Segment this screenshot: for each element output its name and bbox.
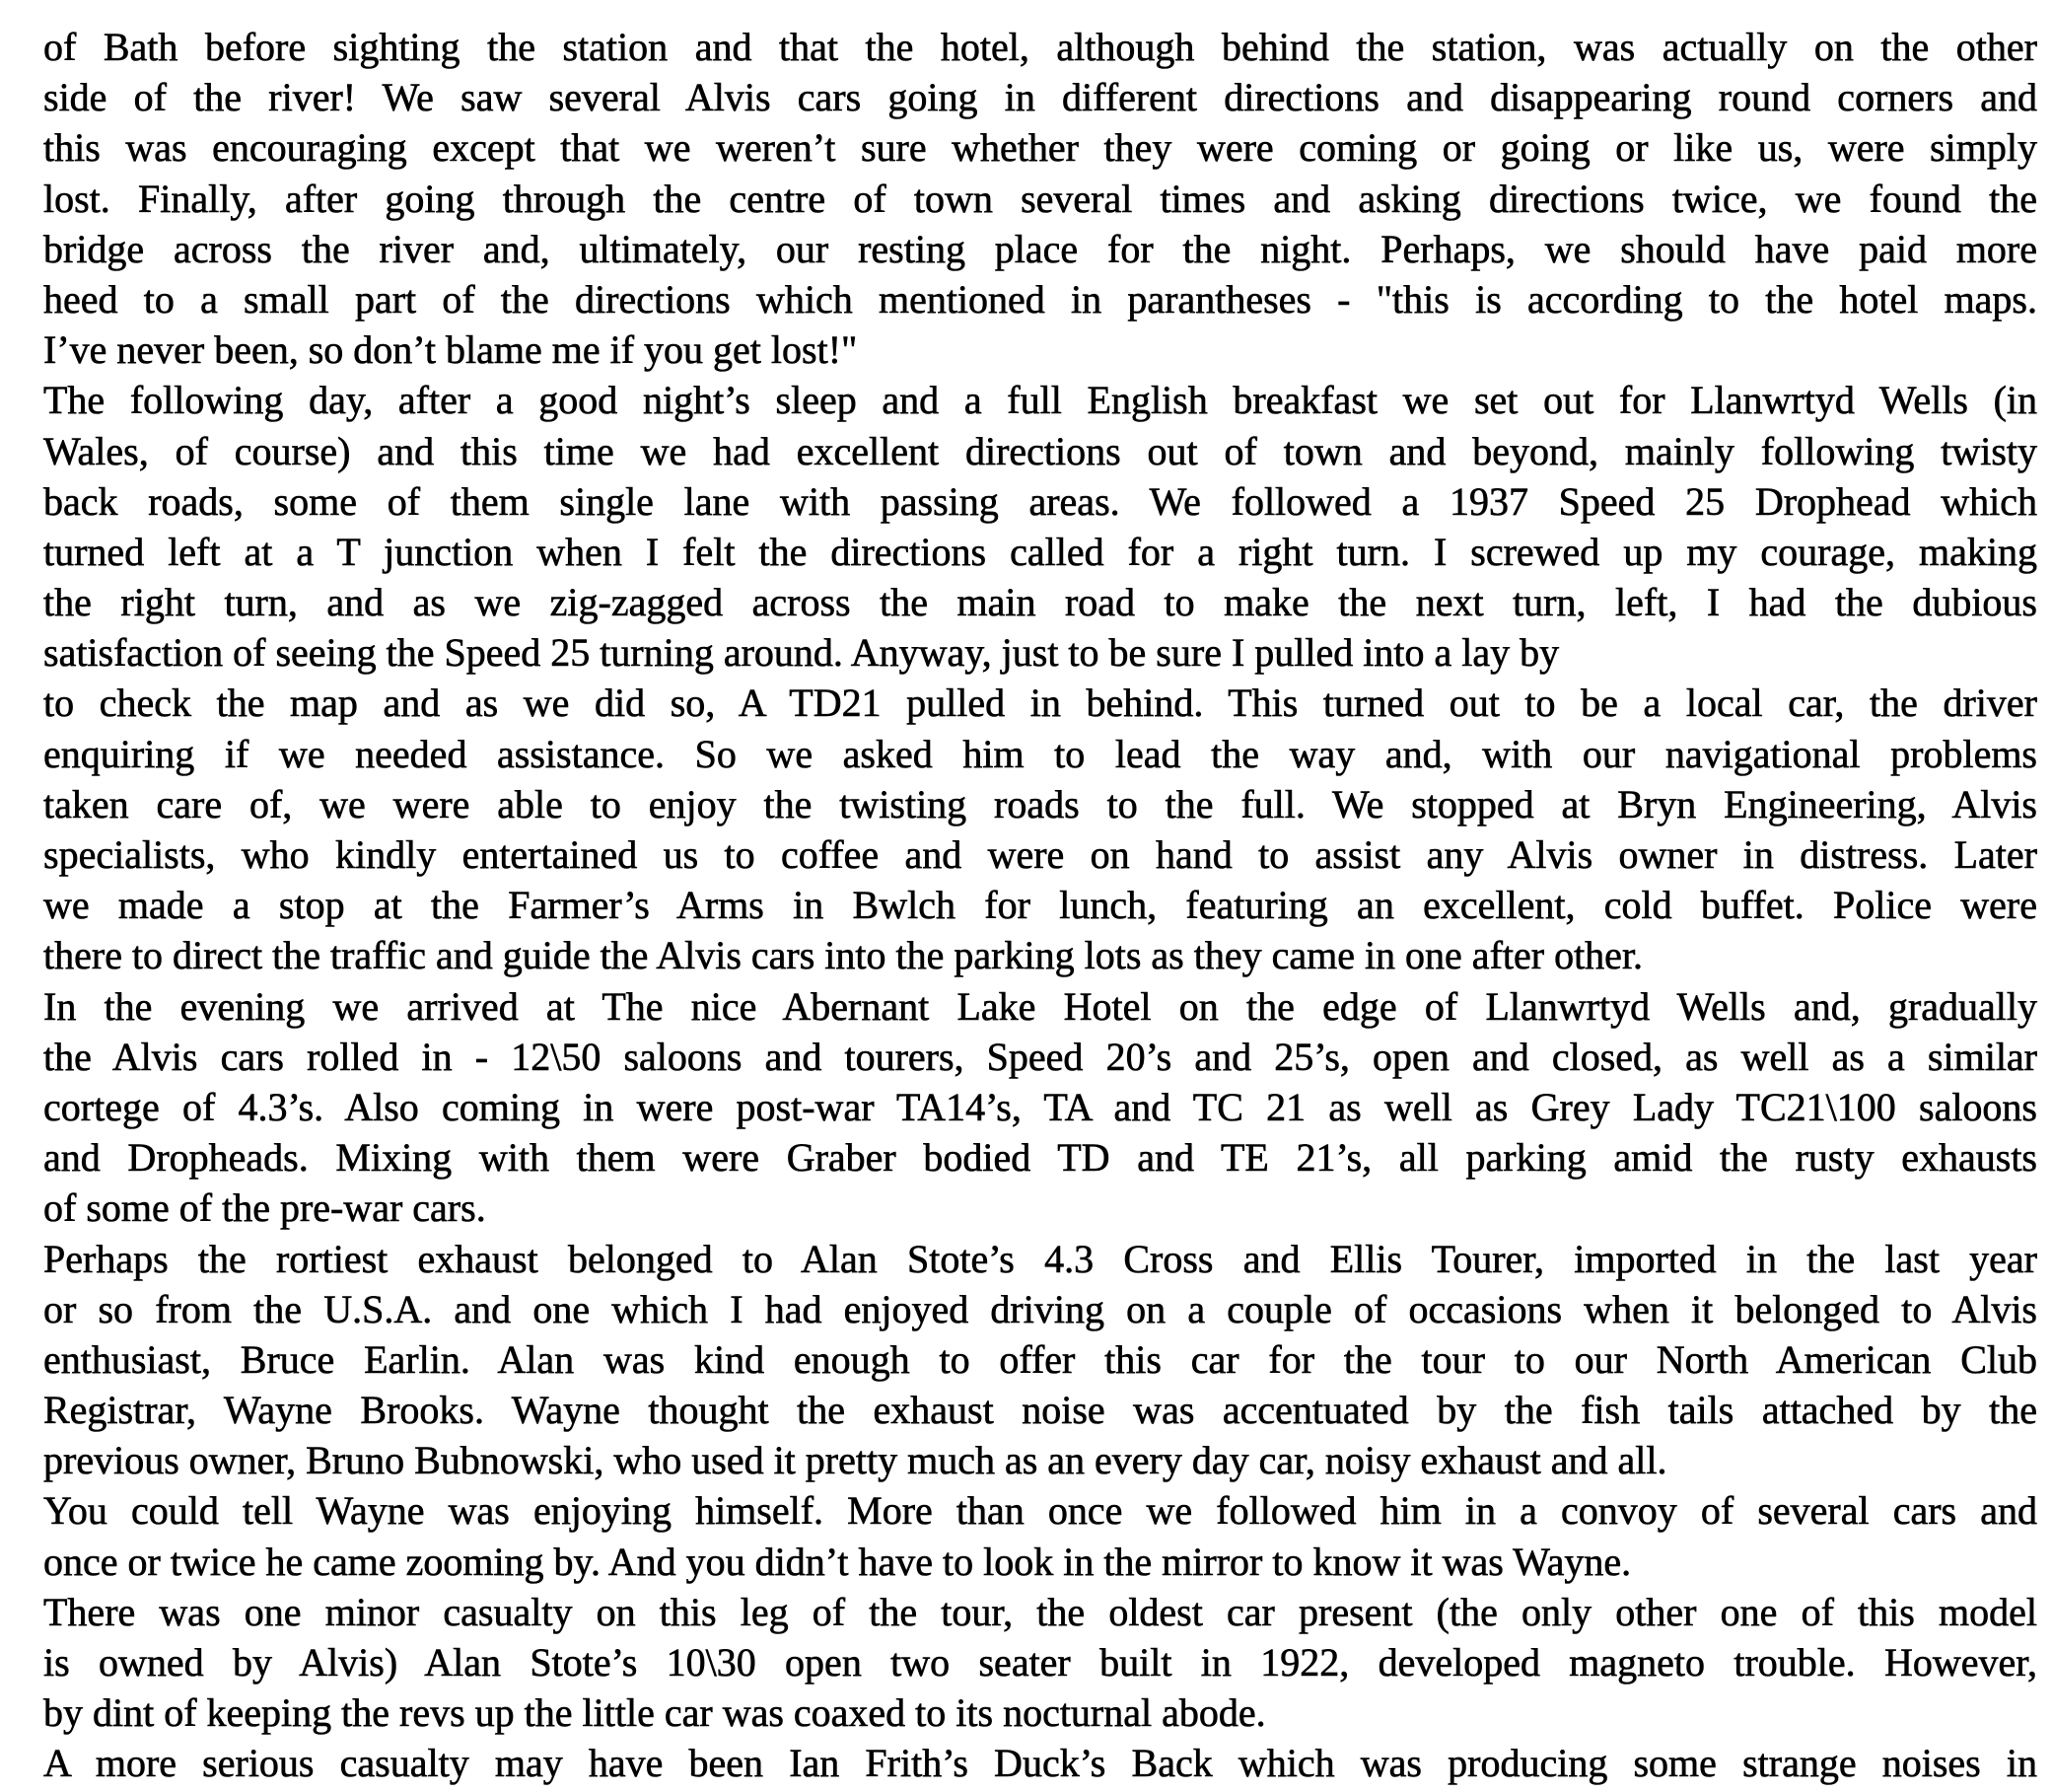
text-line: taken care of, we were able to enjoy the twisting roads to the full. We stopped at Bryn Engineering, Alvis — [43, 781, 2037, 826]
text-line: once or twice he came zooming by. And you didn’t have to look in the mirror to know it was Wayne. — [43, 1539, 1632, 1584]
text-line: You could tell Wayne was enjoying himself. More than once we followed him in a convoy of several cars and — [43, 1488, 2037, 1534]
text-line: satisfaction of seeing the Speed 25 turning around. Anyway, just to be sure I pulled into a lay by — [43, 630, 1560, 676]
text-line: by dint of keeping the revs up the little car was coaxed to its nocturnal abode. — [43, 1690, 1266, 1736]
text-line: of Bath before sighting the station and that the hotel, although behind the station, was actually on the other — [43, 25, 2037, 69]
text-line: or so from the U.S.A. and one which I had enjoyed driving on a couple of occasions when it belonged to Alvis — [43, 1286, 2037, 1331]
text-line: to check the map and as we did so, A TD21 pulled in behind. This turned out to be a local car, the driver — [43, 681, 2037, 726]
text-line: and Dropheads. Mixing with them were Graber bodied TD and TE 21’s, all parking amid the rusty exhausts — [43, 1135, 2037, 1181]
text-line: In the evening we arrived at The nice Abernant Lake Hotel on the edge of Llanwrtyd Wells and, gradually — [43, 983, 2037, 1029]
article-text — [43, 22, 2037, 1789]
text-line: enthusiast, Bruce Earlin. Alan was kind enough to offer this car for the tour to our North American Club — [43, 1336, 2037, 1382]
text-line: lost. Finally, after going through the centre of town several times and asking directions twice, we found the — [43, 176, 2037, 221]
text-line: A more serious casualty may have been Ian Frith’s Duck’s Back which was producing some strange noises in — [43, 1741, 2037, 1786]
text-line: the right turn, and as we zig-zagged across the main road to make the next turn, left, I had the dubious — [43, 580, 2037, 625]
text-line: There was one minor casualty on this leg of the tour, the oldest car present (the only other one of this model — [43, 1589, 2037, 1634]
text-line: I’ve never been, so don’t blame me if you get lost!" — [43, 327, 858, 373]
text-line: bridge across the river and, ultimately, our resting place for the night. Perhaps, we should have paid more — [43, 226, 2037, 271]
text-line: Registrar, Wayne Brooks. Wayne thought the exhaust noise was accentuated by the fish tails attached by the — [43, 1388, 2037, 1433]
text-line: back roads, some of them single lane with passing areas. We followed a 1937 Speed 25 Drophead which — [43, 478, 2037, 524]
text-line: is owned by Alvis) Alan Stote’s 10\30 open two seater built in 1922, developed magneto trouble. However, — [43, 1640, 2037, 1684]
text-line: enquiring if we needed assistance. So we asked him to lead the way and, with our navigational problems — [43, 731, 2037, 776]
text-line: heed to a small part of the directions which mentioned in parantheses - "this is according to the hotel maps. — [43, 276, 2037, 322]
text-line: Wales, of course) and this time we had excellent directions out of town and beyond, mainly following twisty — [43, 428, 2037, 473]
text-line: side of the river! We saw several Alvis cars going in different directions and disappearing round corners and — [43, 75, 2037, 120]
text-line: cortege of 4.3’s. Also coming in were post-war TA14’s, TA and TC 21 as well as Grey Lady TC21\100 saloons — [43, 1084, 2037, 1129]
text-line: Perhaps the rortiest exhaust belonged to Alan Stote’s 4.3 Cross and Ellis Tourer, imported in the last year — [43, 1236, 2037, 1281]
text-line: the Alvis cars rolled in - 12\50 saloons and tourers, Speed 20’s and 25’s, open and closed, as well as a similar — [43, 1034, 2037, 1079]
text-line: specialists, who kindly entertained us to coffee and were on hand to assist any Alvis owner in distress. Later — [43, 832, 2037, 877]
text-line: there to direct the traffic and guide the Alvis cars into the parking lots as they came in one after other. — [43, 933, 1644, 978]
text-line: turned left at a T junction when I felt the directions called for a right turn. I screwed up my courage, making — [43, 529, 2037, 574]
text-line: The following day, after a good night’s sleep and a full English breakfast we set out for Llanwrtyd Wells (in — [43, 378, 2037, 423]
text-line: previous owner, Bruno Bubnowski, who used it pretty much as an every day car, noisy exhaust and all. — [43, 1438, 1667, 1483]
text-line: we made a stop at the Farmer’s Arms in Bwlch for lunch, featuring an excellent, cold buffet. Police were — [43, 883, 2037, 928]
text-line: this was encouraging except that we weren’t sure whether they were coming or going or like us, were simply — [43, 125, 2037, 171]
text-line: of some of the pre-war cars. — [43, 1185, 486, 1231]
